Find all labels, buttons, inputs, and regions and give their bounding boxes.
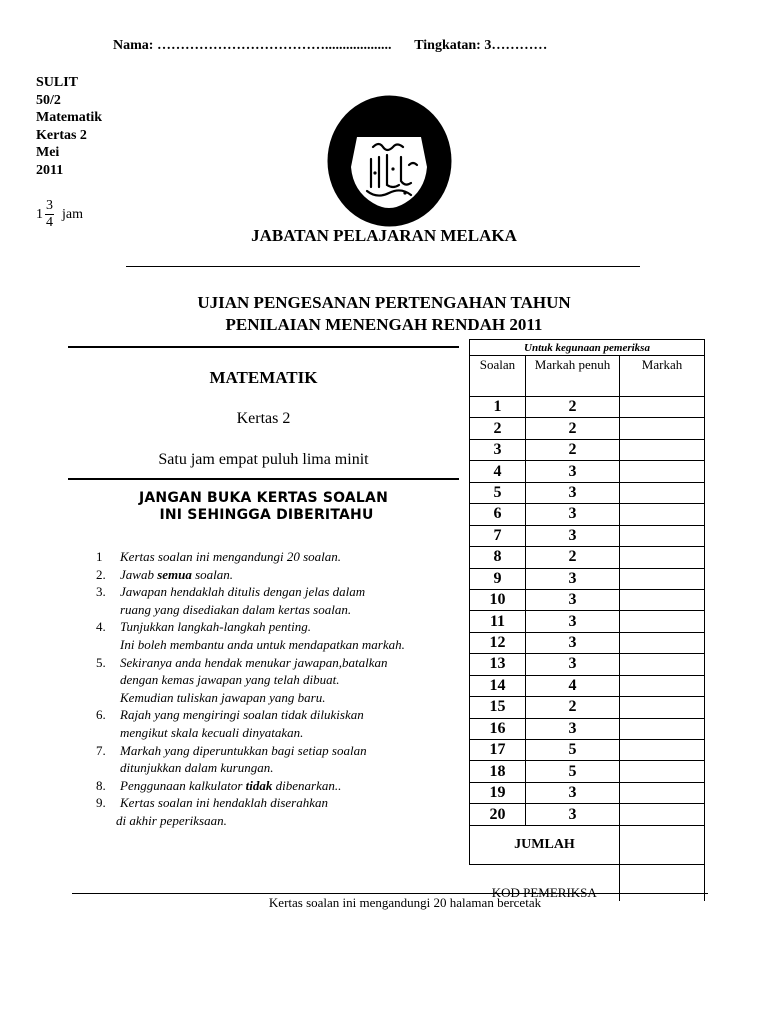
meta-line: Kertas 2 [36,127,87,143]
table-row [470,418,705,439]
awarded-marks-cell[interactable] [620,654,705,675]
question-number: 19 [470,782,526,803]
meta-line: SULIT [36,75,79,90]
table-row [470,589,705,610]
question-number: 15 [470,697,526,718]
meta-line: Matematik [36,110,103,125]
instruction-text [116,812,227,830]
instruction-text-part: ditunjukkan dalam kurungan. [120,760,274,776]
instruction-text-part: Sekiranya anda hendak menukar jawapan,batalkan [120,654,388,670]
instruction-number: 7. [96,742,106,758]
marks-table-body [470,397,705,826]
name-dots: ………………………………................... [156,38,392,53]
instruction-text-part: dengan kemas jawapan yang telah dibuat. [120,672,340,688]
full-marks: 3 [526,782,620,803]
name-line [113,38,547,54]
instruction-text-part: Ini boleh membantu anda untuk mendapatkan markah. [120,636,405,652]
full-marks: 3 [526,461,620,482]
instruction-text [120,566,233,584]
col-header-soalan: Soalan [470,356,526,397]
awarded-marks-cell[interactable] [620,568,705,589]
divider [126,266,640,267]
instruction-text-part: Jawapan hendaklah ditulis dengan jelas dalam [120,584,366,600]
instruction-text-part: dibenarkan.. [272,777,342,793]
exam-title [0,292,768,336]
instruction-text [120,583,365,601]
full-marks: 2 [526,547,620,568]
table-row [470,611,705,632]
table-row [470,397,705,418]
instruction-item [96,794,405,812]
question-number: 7 [470,525,526,546]
question-number: 17 [470,740,526,761]
instruction-text-part: Kertas soalan ini mengandungi 20 soalan. [120,549,342,564]
paper-label: Kertas 2 [236,410,291,427]
instruction-item [92,812,405,830]
instruction-item [96,706,405,724]
instruction-emphasis: tidak [245,777,273,793]
table-row [470,740,705,761]
awarded-marks-cell[interactable] [620,439,705,460]
full-marks: 3 [526,804,620,825]
awarded-marks-cell[interactable] [620,761,705,782]
instruction-text [120,654,388,672]
instruction-item [96,654,405,672]
paper-meta [36,74,102,179]
instruction-number [96,601,120,619]
instruction-number [92,812,116,830]
col-header-markah: Markah [620,356,705,397]
full-marks: 2 [526,697,620,718]
state-crest-logo [327,95,452,227]
instruction-number [96,671,120,689]
subject-title: MATEMATIK [209,368,318,387]
col-header-markah-penuh: Markah penuh [526,356,620,397]
instruction-text [120,724,303,742]
instruction-text-part: Rajah yang mengiringi soalan tidak dilukiskan [120,707,364,723]
instruction-text [120,601,351,619]
instruction-number: 1 [96,549,103,564]
instruction-item [96,759,405,777]
instruction-item [96,724,405,742]
instruction-number: 3. [96,584,106,600]
meta-line: Mei [36,145,60,160]
table-row [470,525,705,546]
awarded-marks-cell[interactable] [620,397,705,418]
full-marks: 3 [526,525,620,546]
table-row [470,568,705,589]
full-marks: 3 [526,482,620,503]
instruction-number [96,636,120,654]
instruction-text [120,794,328,812]
awarded-marks-cell[interactable] [620,782,705,803]
question-number: 10 [470,589,526,610]
divider [68,478,459,480]
instruction-text [120,618,311,636]
duration-unit: jam [62,206,83,222]
kod-pemeriksa-label: KOD PEMERIKSA [470,864,620,901]
instruction-text-part: ruang yang disediakan dalam kertas soalan. [120,601,352,617]
table-row [470,504,705,525]
full-marks: 5 [526,761,620,782]
warning-line1: JANGAN BUKA KERTAS SOALAN [138,490,388,506]
divider [68,346,459,348]
instruction-text-part: Kemudian tuliskan jawapan yang baru. [120,689,326,705]
table-row [470,761,705,782]
duration-whole: 1 [36,206,43,222]
instruction-text-part: mengikut skala kecuali dinyatakan. [120,724,304,740]
table-row [470,439,705,460]
table-row [470,697,705,718]
instruction-number [96,724,120,742]
divider [72,893,708,894]
warning-notice [68,490,459,524]
duration-numerator: 3 [46,198,53,213]
instruction-text-part: soalan. [191,566,234,582]
question-number: 11 [470,611,526,632]
awarded-marks-cell[interactable] [620,525,705,546]
instruction-item [96,689,405,707]
instruction-text [120,689,325,707]
instruction-item [96,742,405,760]
table-row [470,461,705,482]
question-number: 8 [470,547,526,568]
exam-title-line2: PENILAIAN MENENGAH RENDAH 2011 [225,315,543,334]
instruction-text [120,671,340,689]
instruction-number [96,689,120,707]
full-marks: 5 [526,740,620,761]
awarded-marks-cell[interactable] [620,697,705,718]
marks-table [469,339,705,901]
table-row [470,782,705,803]
full-marks: 3 [526,589,620,610]
full-marks: 3 [526,632,620,653]
page-count-note: Kertas soalan ini mengandungi 20 halaman bercetak [268,895,542,910]
instruction-text-part: Markah yang diperuntukkan bagi setiap soalan [120,742,367,758]
instruction-item [96,618,405,636]
tingkatan-value: 3………… [484,38,548,53]
full-marks: 2 [526,439,620,460]
instruction-text-part: Kertas soalan ini hendaklah diserahkan [120,795,328,811]
full-marks: 3 [526,568,620,589]
full-marks: 3 [526,718,620,739]
awarded-marks-cell[interactable] [620,740,705,761]
tingkatan-label: Tingkatan: [414,38,481,53]
awarded-marks-cell[interactable] [620,589,705,610]
table-row [470,654,705,675]
instruction-number: 5. [96,654,106,670]
exam-title-line1: UJIAN PENGESANAN PERTENGAHAN TAHUN [197,293,571,312]
instruction-item [96,548,405,566]
instruction-text [120,548,341,566]
table-row [470,718,705,739]
question-number: 20 [470,804,526,825]
awarded-marks-cell[interactable] [620,611,705,632]
question-number: 14 [470,675,526,696]
question-number: 1 [470,397,526,418]
warning-line2: INI SEHINGGA DIBERITAHU [159,507,374,523]
table-row [470,547,705,568]
full-marks: 3 [526,504,620,525]
instruction-number: 8. [96,777,106,793]
awarded-marks-cell[interactable] [620,675,705,696]
instruction-text-part: di akhir peperiksaan. [116,812,227,828]
full-marks: 3 [526,654,620,675]
question-number: 18 [470,761,526,782]
awarded-marks-cell[interactable] [620,418,705,439]
awarded-marks-cell[interactable] [620,718,705,739]
question-number: 3 [470,439,526,460]
awarded-marks-cell[interactable] [620,804,705,825]
instruction-text [120,706,364,724]
meta-line: 2011 [36,162,64,178]
instruction-text [120,777,341,795]
full-marks: 3 [526,611,620,632]
question-number: 6 [470,504,526,525]
duration-denominator: 4 [46,215,53,230]
full-marks: 2 [526,418,620,439]
instruction-text-part: Jawab [120,566,158,582]
instruction-number: 2. [96,566,106,582]
question-number: 13 [470,654,526,675]
question-number: 12 [470,632,526,653]
question-number: 9 [470,568,526,589]
table-row [470,482,705,503]
instruction-item [96,601,405,619]
question-number: 5 [470,482,526,503]
instruction-text-part: Penggunaan kalkulator [120,777,246,793]
awarded-marks-cell[interactable] [620,482,705,503]
instruction-item [96,671,405,689]
department-title: JABATAN PELAJARAN MELAKA [251,226,517,245]
instruction-item [96,777,405,795]
instruction-number: 4. [96,619,106,635]
instruction-text-part: Tunjukkan langkah-langkah penting. [120,619,312,635]
jumlah-label: JUMLAH [470,825,620,864]
table-row [470,632,705,653]
instruction-item [96,566,405,584]
instruction-number [96,759,120,777]
table-row [470,804,705,825]
full-marks: 4 [526,675,620,696]
awarded-marks-cell[interactable] [620,504,705,525]
instruction-item [96,583,405,601]
marks-table-title: Untuk kegunaan pemeriksa [470,340,705,356]
instruction-emphasis: semua [157,566,192,582]
instructions-list [96,548,405,830]
full-marks: 2 [526,397,620,418]
meta-line: 50/2 [36,92,61,108]
instruction-text [120,742,367,760]
question-number: 2 [470,418,526,439]
instruction-text [120,759,273,777]
question-number: 16 [470,718,526,739]
instruction-text [120,636,405,654]
instruction-number: 6. [96,707,106,723]
instruction-item [96,636,405,654]
awarded-marks-cell[interactable] [620,632,705,653]
jumlah-cell[interactable] [620,825,705,864]
awarded-marks-cell[interactable] [620,461,705,482]
question-number: 4 [470,461,526,482]
instruction-number: 9. [96,795,106,811]
time-allowed: Satu jam empat puluh lima minit [158,451,369,468]
table-row [470,675,705,696]
name-label: Nama: [113,38,154,53]
awarded-marks-cell[interactable] [620,547,705,568]
